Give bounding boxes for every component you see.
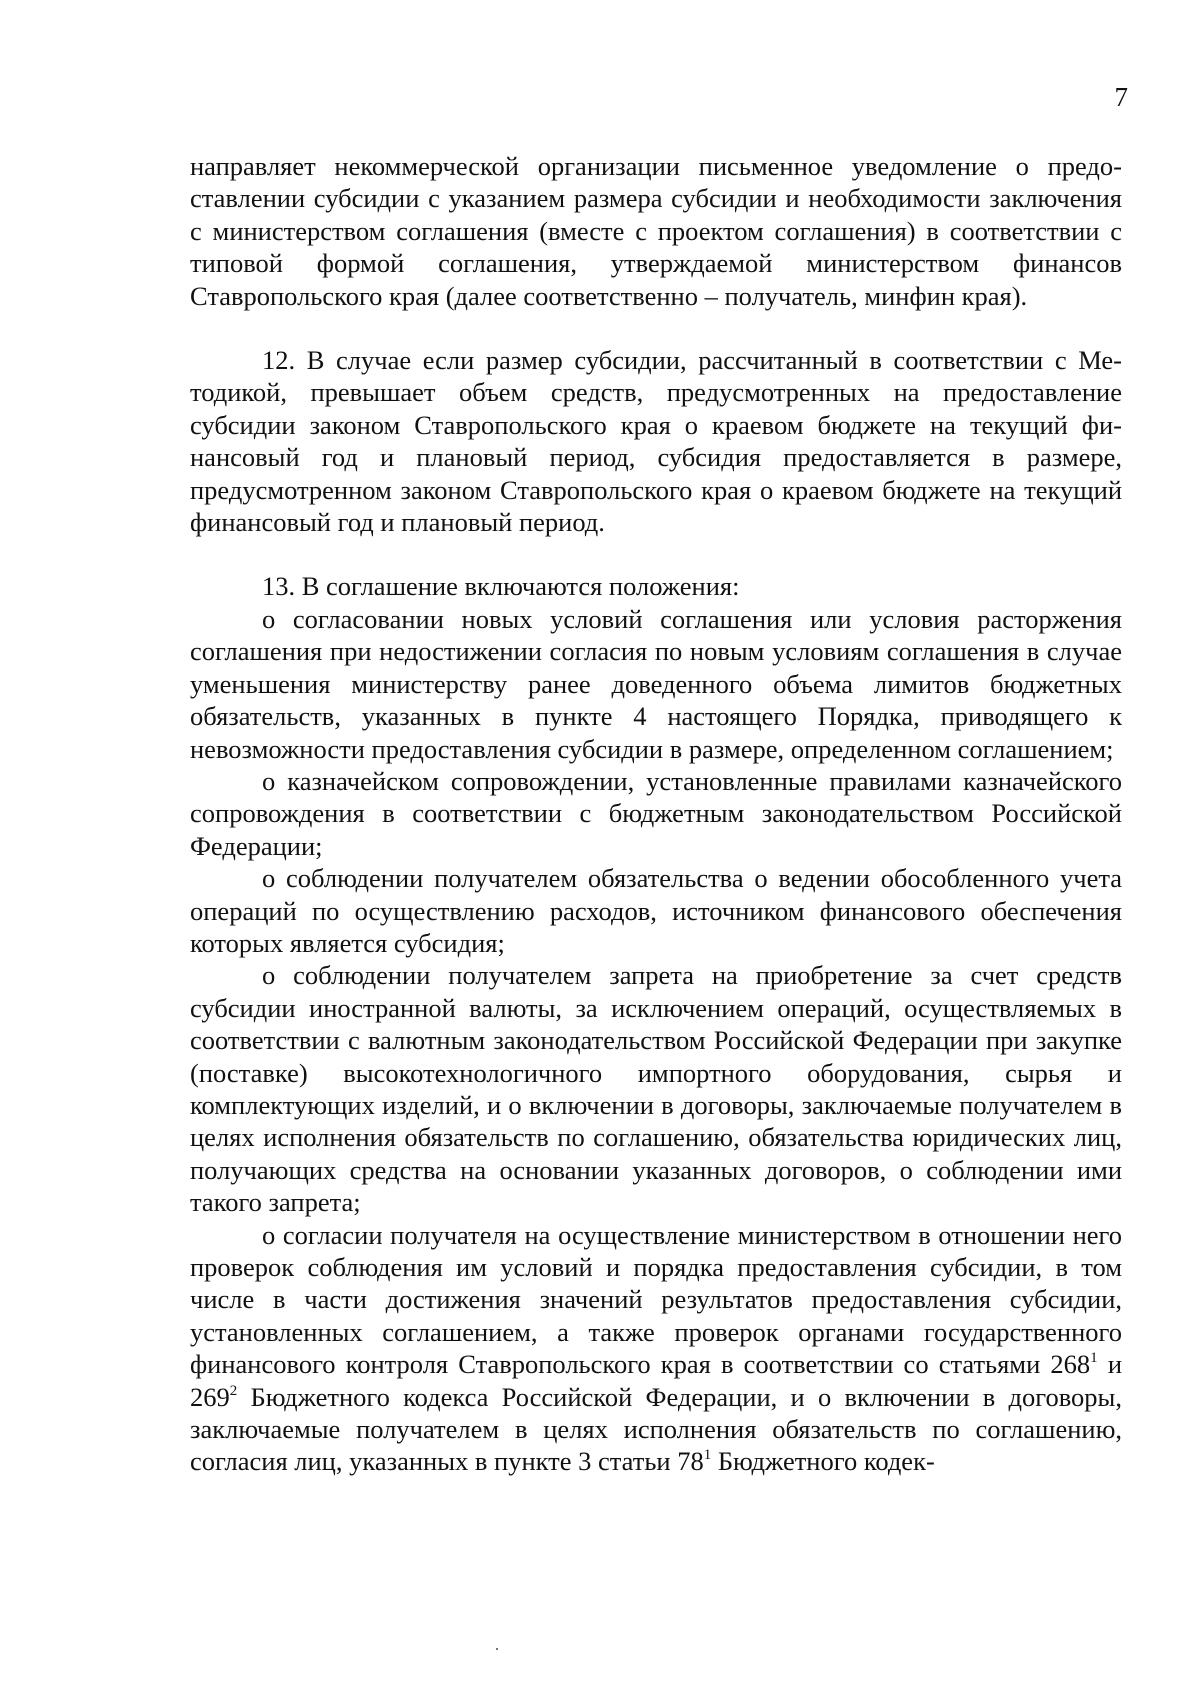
provision-item: о соблюдении получателем обязательства о ведении обособленного учета операций по осуществлению расходов, источником финансового обеспечения которых является субсидия; bbox=[190, 863, 1122, 958]
provisions-list bbox=[190, 603, 1122, 1478]
superscript: 1 bbox=[1090, 1350, 1098, 1367]
superscript: 2 bbox=[229, 1382, 238, 1399]
provision-item-audit-consent bbox=[190, 1219, 1122, 1478]
provision-text: о согласии получателя на осуществление министерством в отношении него проверок соблюдения им условий и порядка предоставления субсидии, в том числе в части достижения значений результатов предоставления субсидии, установленных соглашением, а также проверок органами государственного финансового контроля Ставропольского края в соответствии со статьями 268 bbox=[190, 1219, 1122, 1380]
provision-item: о согласовании новых условий соглашения или условия расторжения соглашения при недостижении согласия по новым условиям соглашения в случае уменьшения министерству ранее доведенного объема лимитов бюджетных обязательств, указанных в пункте 4 настоящего Порядка, приводящего к невозможности предоставления субсидии в размере, определенном соглашением; bbox=[190, 603, 1122, 764]
document-body bbox=[190, 150, 1122, 1478]
paragraph-12: 12. В случае если размер субсидии, рассчитанный в соответствии с Методикой, превышает объем средств, предусмотренных на предоставление субсидии законом Ставропольского края о краевом бюджете на текущий финансовый год и плановый период, субсидия предоставляется в размере, предусмотренном законом Ставропольского края о краевом бюджете на текущий финансовый год и плановый период. bbox=[190, 345, 1122, 538]
superscript: 1 bbox=[703, 1447, 712, 1464]
provision-item: о соблюдении получателем запрета на приобретение за счет средств субсидии иностранной валюты, за исключением операций, осуществляемых в соответствии с валютным законодательством Российской Федерации при закупке (поставке) высокотехнологичного импортного оборудования, сырья и комплектующих изделий, и о включении в договоры, заключаемые получателем в целях исполнения обязательств по соглашению, обязательства юридических лиц, получающих средства на основании указанных договоров, о соблюдении ими такого запрета; bbox=[190, 960, 1122, 1218]
paragraph-13-heading: 13. В соглашение включаются положения: bbox=[262, 571, 740, 602]
provision-text: Бюджетного кодекса Российской Федерации, и о включении в договоры, заключаемые получателем в целях исполнения обязательств по соглашению, согласия лиц, указанных в пункте 3 статьи 78 bbox=[190, 1381, 1122, 1477]
provision-item: о казначейском сопровождении, установленные правилами казначейского сопровождения в соответствии с бюджетным законодательством Российской Федерации; bbox=[190, 765, 1122, 861]
provision-text: Бюджетного кодек- bbox=[711, 1446, 935, 1477]
page-number: 7 bbox=[1114, 82, 1128, 112]
scan-speck bbox=[496, 1648, 498, 1650]
provision-text: и 269 bbox=[190, 1349, 1122, 1412]
paragraph-intro: направляет некоммерческой организации письменное уведомление о предоставлении субсидии с указанием размера субсидии и необходимости заключения с министерством соглашения (вместе с проектом соглашения) в соответствии с типовой формой соглашения, утверждаемой министерством финансов Ставропольского края (далее соответственно – получатель, минфин края). bbox=[190, 151, 1122, 311]
